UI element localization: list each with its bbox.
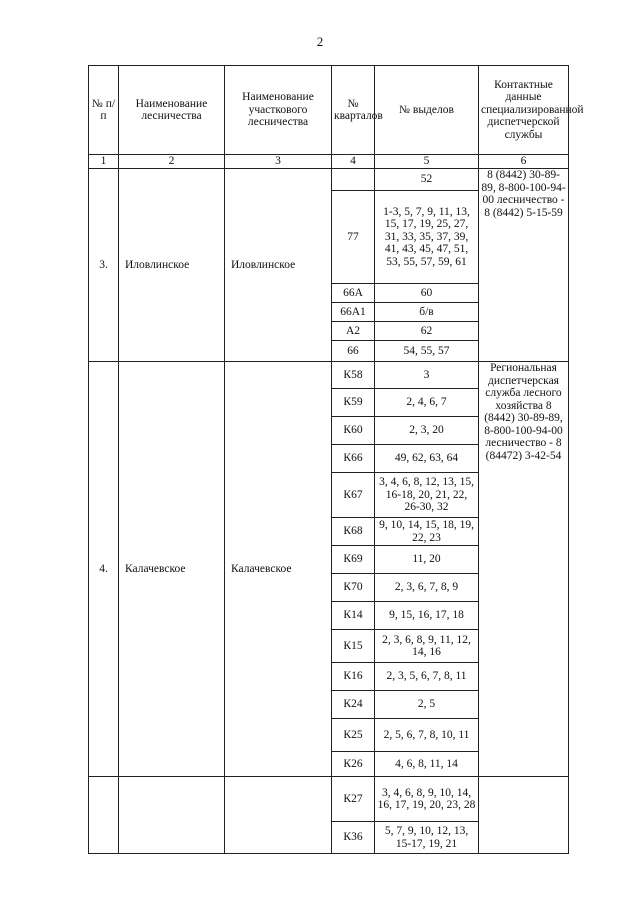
column-number: 5	[375, 155, 479, 169]
plots-cell: 60	[375, 284, 479, 303]
column-number: 6	[479, 155, 569, 169]
header-contacts: Контактные данные специализированной диспетчерской службы	[479, 66, 569, 155]
quarter-cell	[332, 169, 375, 191]
quarter-cell: К16	[332, 663, 375, 691]
forestry-name	[119, 777, 225, 854]
plots-cell: 2, 3, 6, 7, 8, 9	[375, 574, 479, 602]
quarter-cell: К66	[332, 445, 375, 473]
quarter-cell: К68	[332, 518, 375, 546]
plots-cell: 9, 15, 16, 17, 18	[375, 602, 479, 630]
plots-cell: 52	[375, 169, 479, 191]
forestry-name: Калачевское	[119, 362, 225, 777]
plots-cell: 2, 3, 20	[375, 417, 479, 445]
header-forestry: Наименование лесничества	[119, 66, 225, 155]
plots-cell: 2, 4, 6, 7	[375, 389, 479, 417]
contact-info: 8 (8442) 30-89-89, 8-800-100-94-00 лесничество - 8 (8442) 5-15-59	[479, 169, 569, 362]
table-row	[89, 169, 569, 191]
quarter-cell: К59	[332, 389, 375, 417]
page-number: 2	[316, 34, 324, 49]
quarter-cell: 66А1	[332, 303, 375, 322]
quarter-cell: К36	[332, 822, 375, 854]
contact-info	[479, 777, 569, 854]
quarter-cell: К67	[332, 473, 375, 518]
quarter-cell: К15	[332, 630, 375, 663]
column-number: 4	[332, 155, 375, 169]
plots-cell: 1-3, 5, 7, 9, 11, 13, 15, 17, 19, 25, 27, 31, 33, 35, 37, 39, 41, 43, 45, 47, 51, 53, 55, 57, 59, 61	[375, 191, 479, 284]
contact-info: Региональная диспетчерская служба лесного хозяйства 8 (8442) 30-89-89, 8-800-100-94-00 лесничество - 8 (84472) 3-42-54	[479, 362, 569, 777]
quarter-cell: К24	[332, 691, 375, 719]
plots-cell: 4, 6, 8, 11, 14	[375, 752, 479, 777]
plots-cell: 2, 5, 6, 7, 8, 10, 11	[375, 719, 479, 752]
forestry-table	[88, 65, 584, 854]
column-number: 1	[89, 155, 119, 169]
plots-cell: 3	[375, 362, 479, 389]
header-district: Наименование участкового лесничества	[225, 66, 332, 155]
section-number	[89, 777, 119, 854]
plots-cell: 62	[375, 322, 479, 341]
quarter-cell: 77	[332, 191, 375, 284]
plots-cell: 3, 4, 6, 8, 9, 10, 14, 16, 17, 19, 20, 23, 28	[375, 777, 479, 822]
header-plots: № выделов	[375, 66, 479, 155]
quarter-cell: К26	[332, 752, 375, 777]
quarter-cell: К58	[332, 362, 375, 389]
quarter-cell: К14	[332, 602, 375, 630]
quarter-cell: К70	[332, 574, 375, 602]
section-number: 3.	[89, 169, 119, 362]
plots-cell: 2, 5	[375, 691, 479, 719]
table-row	[89, 362, 569, 389]
quarter-cell: К27	[332, 777, 375, 822]
district-name: Иловлинское	[225, 169, 332, 362]
plots-cell: 2, 3, 5, 6, 7, 8, 11	[375, 663, 479, 691]
plots-cell: б/в	[375, 303, 479, 322]
section-number: 4.	[89, 362, 119, 777]
plots-cell: 54, 55, 57	[375, 341, 479, 362]
forestry-name: Иловлинское	[119, 169, 225, 362]
plots-cell: 2, 3, 6, 8, 9, 11, 12, 14, 16	[375, 630, 479, 663]
district-name: Калачевское	[225, 362, 332, 777]
plots-cell: 5, 7, 9, 10, 12, 13, 15-17, 19, 21	[375, 822, 479, 854]
quarter-cell: 66А	[332, 284, 375, 303]
header-number: № п/п	[89, 66, 119, 155]
quarter-cell: К69	[332, 546, 375, 574]
header-quarters: № кварталов	[332, 66, 375, 155]
quarter-cell: К60	[332, 417, 375, 445]
column-number-row	[89, 155, 569, 169]
column-number: 2	[119, 155, 225, 169]
column-number: 3	[225, 155, 332, 169]
plots-cell: 9, 10, 14, 15, 18, 19, 22, 23	[375, 518, 479, 546]
plots-cell: 3, 4, 6, 8, 12, 13, 15, 16-18, 20, 21, 22, 26-30, 32	[375, 473, 479, 518]
table-header-row	[89, 66, 569, 155]
quarter-cell: К25	[332, 719, 375, 752]
plots-cell: 49, 62, 63, 64	[375, 445, 479, 473]
table-row	[89, 777, 569, 822]
quarter-cell: А2	[332, 322, 375, 341]
quarter-cell: 66	[332, 341, 375, 362]
district-name	[225, 777, 332, 854]
plots-cell: 11, 20	[375, 546, 479, 574]
